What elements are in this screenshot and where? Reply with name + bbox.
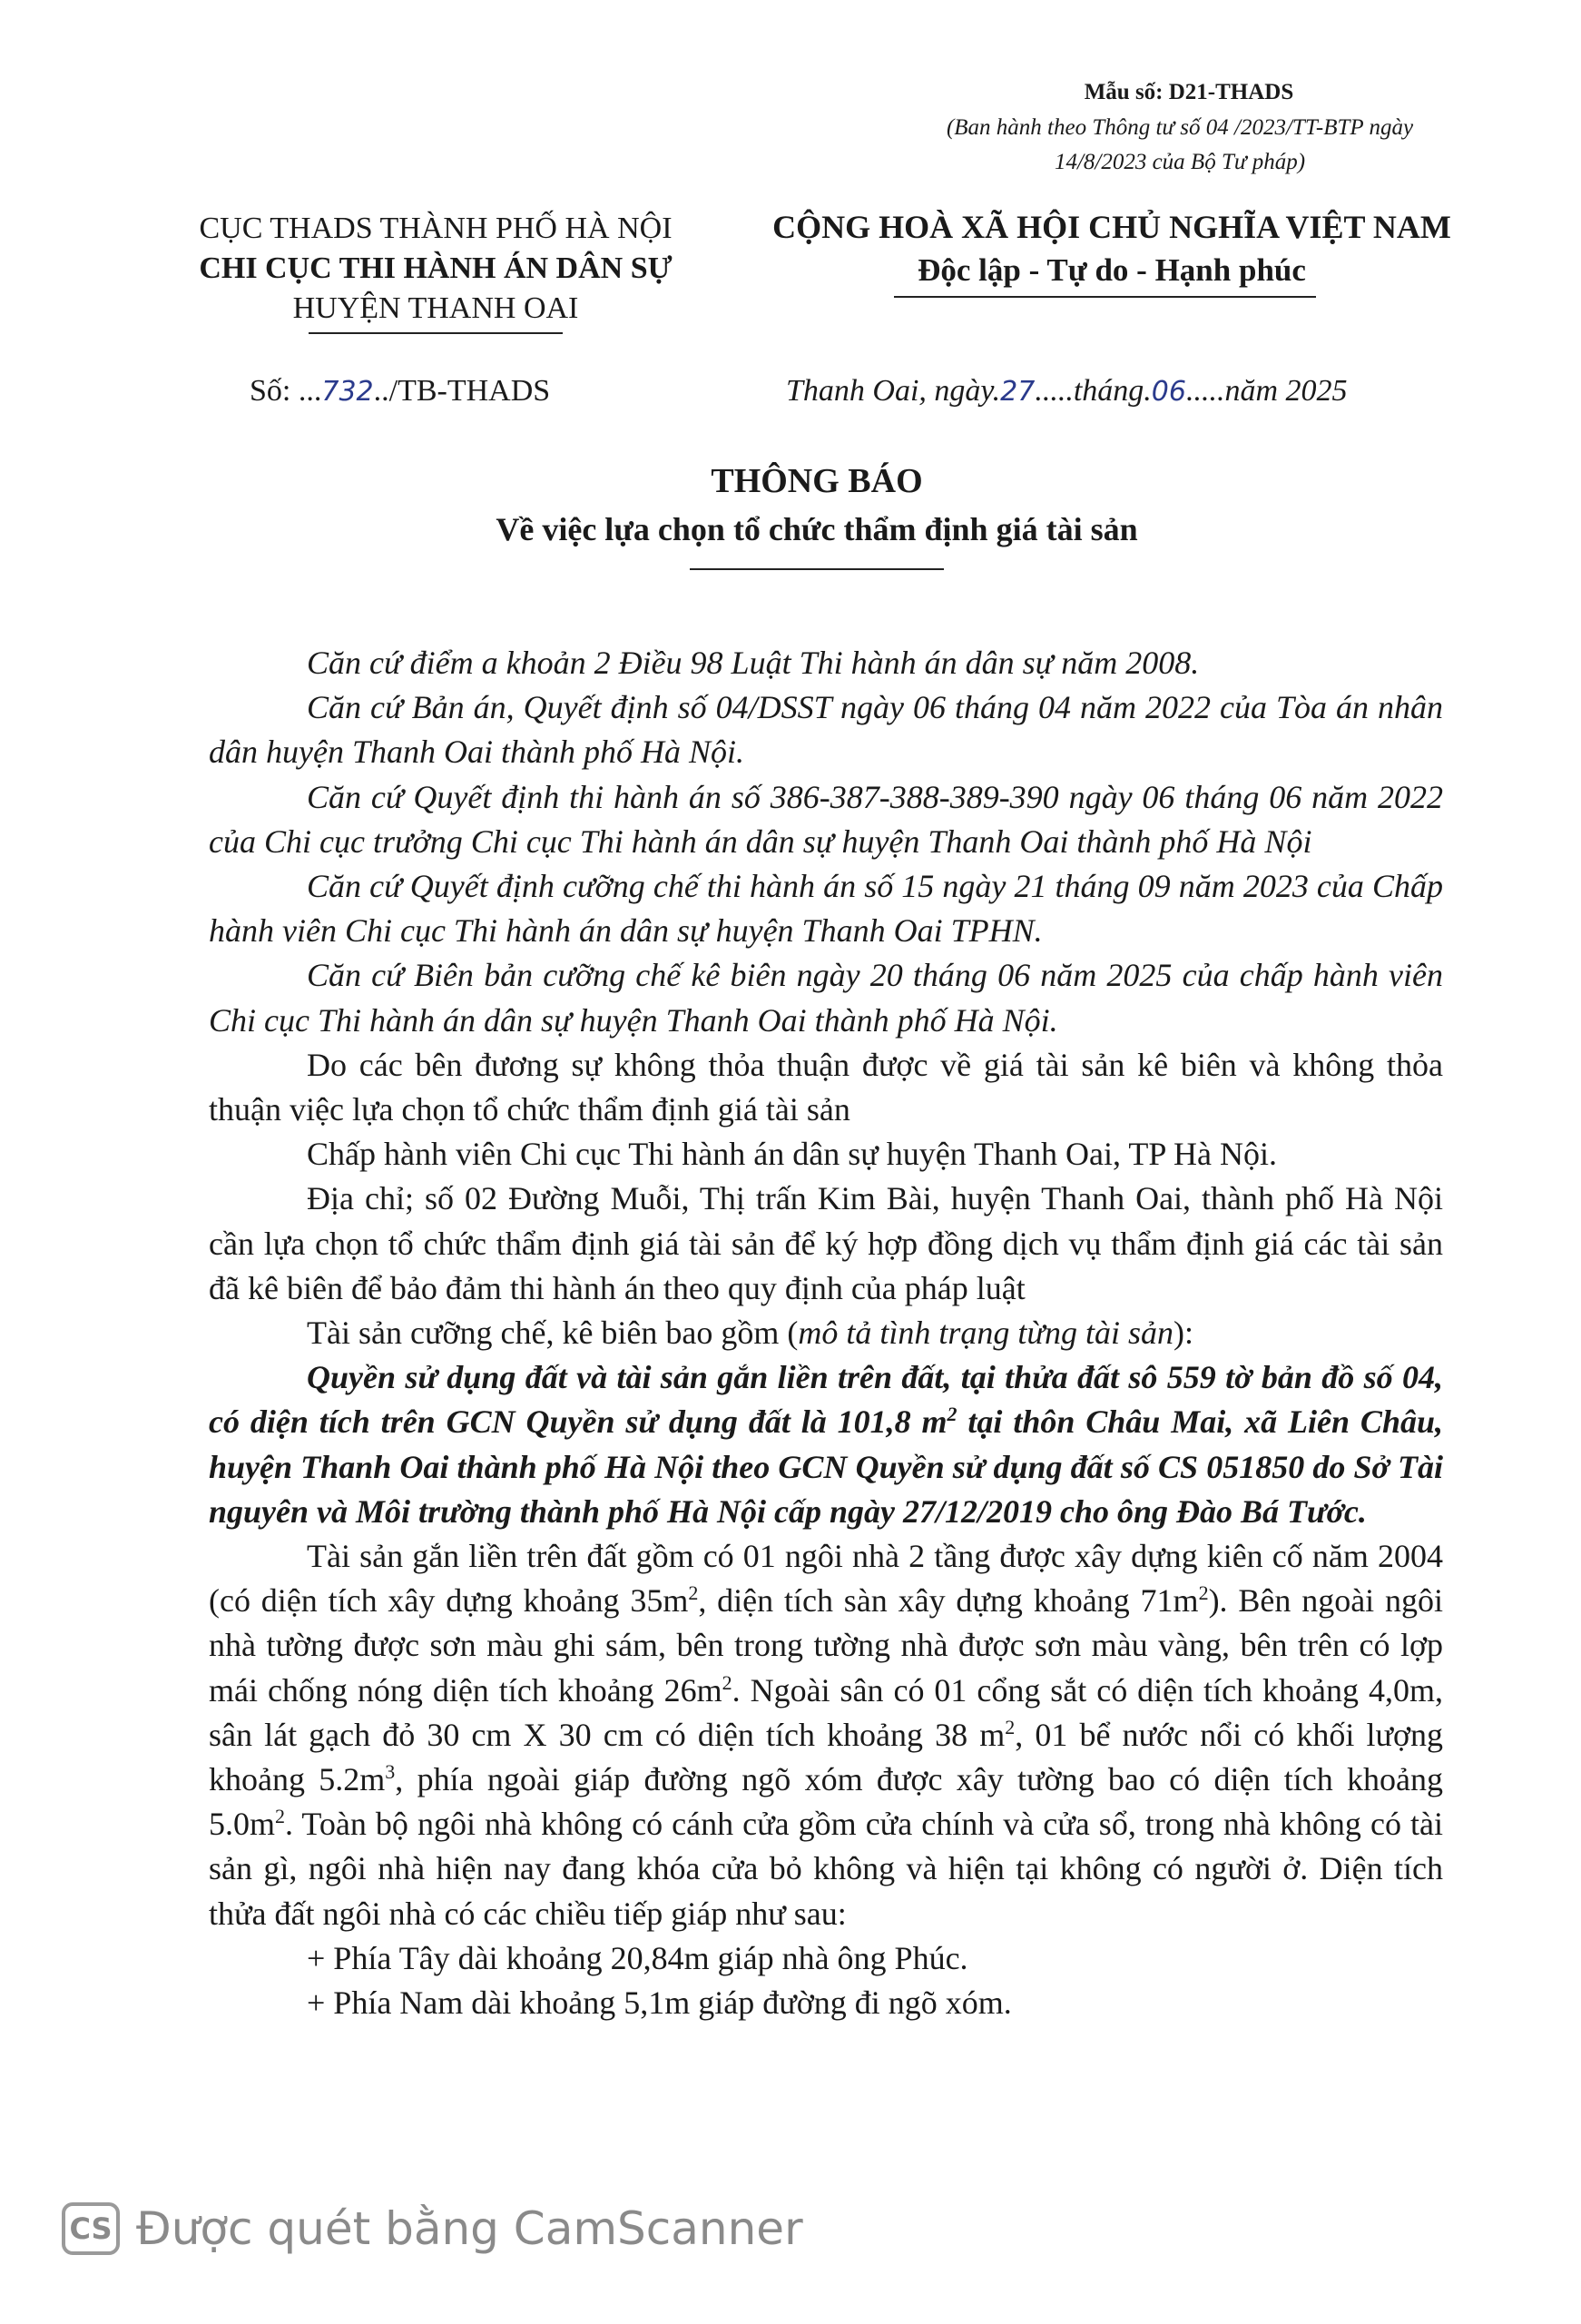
date-part-2: .....tháng. [1035,374,1152,408]
paragraph-legal-basis-3: Căn cứ Quyết định thi hành án số 386-387-388-389-390 ngày 06 tháng 06 năm 2022 của Chi cục trưởng Chi cục Thi hành án dân sự huyện Thanh Oai thành phố Hà Nội [209,778,1443,860]
paragraph-legal-basis-1: Căn cứ điểm a khoản 2 Điều 98 Luật Thi hành án dân sự năm 2008. [307,645,1200,681]
watermark-text: Được quét bằng CamScanner [136,2202,803,2255]
assets-text-a: Tài sản gắn liền trên đất gồm có 01 ngôi nhà 2 tầng được xây dựng kiên cố năm 2004 (có diện tích xây dựng khoảng 35m [209,1538,1443,1620]
superscript: 3 [385,1760,396,1784]
document-body [209,641,1443,2025]
document-subtitle: Về việc lựa chọn tổ chức thẩm định giá tài sản [496,511,1138,547]
camscanner-watermark [62,2197,803,2260]
document-title: THÔNG BÁO [711,462,923,500]
date-part-3: .....năm 2025 [1185,374,1348,408]
paragraph-assets-intro [209,1311,1443,1355]
assets-text-b: , diện tích sàn xây dựng khoảng 71m [698,1582,1199,1620]
national-name: CỘNG HOÀ XÃ HỘI CHỦ NGHĨA VIỆT NAM [772,209,1451,245]
paragraph-legal-basis-4: Căn cứ Quyết định cưỡng chế thi hành án số 15 ngày 21 tháng 09 năm 2023 của Chấp hành viên Chi cục Thi hành án dân sự huyện Thanh Oai TPHN. [209,868,1443,950]
form-issuance-note [817,111,1543,180]
superscript: 2 [1005,1715,1016,1738]
paragraph-officer: Chấp hành viên Chi cục Thi hành án dân sự huyện Thanh Oai, TP Hà Nội. [307,1136,1277,1173]
assets-text-f: , phía ngoài giáp đường ngõ xóm được xây tường bao có diện tích khoảng 5.0m [209,1761,1444,1843]
assets-intro-end: ): [1173,1315,1194,1352]
agency-line-1: CỤC THADS THÀNH PHỐ HÀ NỘI [199,212,673,245]
doc-number-handwritten: 732 [321,376,374,408]
issuing-agency [136,209,735,329]
land-right-text-1: Quyền sử dụng đất và tài sản gắn liền trên đất, tại thửa đất sô 559 tờ bản đồ số 04, có diện tích trên GCN Quyền sử dụng đất là 101,8 m [209,1359,1443,1441]
superscript: 2 [688,1581,699,1605]
form-code: Mẫu số: D21-THADS [1084,80,1294,104]
date-day: 27 [1000,376,1036,408]
paragraph-reason: Do các bên đương sự không thỏa thuận được về giá tài sản kê biên và không thỏa thuận việc lựa chọn tổ chức thẩm định giá tài sản [209,1046,1443,1128]
assets-text-e: , 01 bể nước nổi có khối lượng khoảng 5.2m [209,1716,1444,1798]
paragraph-address: Địa chỉ; số 02 Đường Muỗi, Thị trấn Kim Bài, huyện Thanh Oai, thành phố Hà Nội cần lựa chọn tổ chức thẩm định giá tài sản để ký hợp đồng dịch vụ thẩm định giá các tài sản đã kê biên để bảo đảm thi hành án theo quy định của pháp luật [209,1180,1443,1306]
agency-line-3: HUYỆN THANH OAI [292,291,579,325]
superscript: 2 [947,1403,957,1426]
assets-text-d: . Ngoài sân có 01 cổng sắt có diện tích khoảng 4,0m, sân lát gạch đỏ 30 cm X 30 cm có diện tích khoảng 38 m [209,1671,1443,1753]
date-part-1: Thanh Oai, ngày. [786,374,1001,408]
doc-number-suffix: ../TB-THADS [373,374,551,408]
form-note-line-1: (Ban hành theo Thông tư số 04 /2023/TT-BTP ngày [946,115,1414,140]
assets-intro-italic: mô tả tình trạng từng tài sản [798,1315,1174,1352]
motto-underline [894,296,1316,298]
form-note-line-2: 14/8/2023 của Bộ Tư pháp) [1054,150,1306,174]
assets-intro-text: Tài sản cưỡng chế, kê biên bao gồm ( [307,1315,799,1352]
national-header [717,205,1507,292]
paragraph-attached-assets [209,1534,1443,1936]
agency-line-2: CHI CỤC THI HÀNH ÁN DÂN SỰ [199,251,673,285]
assets-text-g: . Toàn bộ ngôi nhà không có cánh cửa gồm cửa chính và cửa sổ, trong nhà không có tài sản gì, ngôi nhà hiện nay đang khóa cửa bỏ không và hiện tại không có người ở. Diện tích thửa đất ngôi nhà có các chiều tiếp giáp như sau: [209,1806,1443,1932]
title-underline [690,568,944,570]
superscript: 2 [1198,1581,1209,1605]
doc-number-prefix: Số: ... [250,374,322,408]
assets-text-c: ). Bên ngoài ngôi nhà tường được sơn màu ghi sám, bên trong tường nhà được sơn màu vàng, bên trên có lợp mái chống nóng diện tích khoảng 26m [209,1582,1443,1709]
national-motto: Độc lập - Tự do - Hạnh phúc [918,252,1306,288]
document-date [786,374,1348,409]
list-item-south: + Phía Nam dài khoảng 5,1m giáp đường đi ngõ xóm. [307,1984,1012,2022]
camscanner-logo-icon: CS [62,2202,120,2255]
list-item-west: + Phía Tây dài khoảng 20,84m giáp nhà ông Phúc. [307,1939,968,1976]
paragraph-land-right [209,1355,1443,1534]
paragraph-legal-basis-5: Căn cứ Biên bản cưỡng chế kê biên ngày 20 tháng 06 năm 2025 của chấp hành viên Chi cục Thi hành án dân sự huyện Thanh Oai thành phố Hà Nội. [209,957,1443,1039]
superscript: 2 [722,1670,732,1694]
paragraph-legal-basis-2: Căn cứ Bản án, Quyết định số 04/DSST ngày 06 tháng 04 năm 2022 của Tòa án nhân dân huyện Thanh Oai thành phố Hà Nội. [209,689,1443,771]
agency-underline [309,332,563,334]
document-number [250,374,550,409]
superscript: 2 [275,1805,286,1828]
land-right-text-2: tại thôn Châu Mai, xã Liên Châu, huyện Thanh Oai thành phố Hà Nội theo GCN Quyền sử dụng đất số CS 051850 do Sở Tài nguyên và Môi trường thành phố Hà Nội cấp ngày 27/12/2019 cho ông Đào Bá Tước. [209,1403,1443,1530]
date-month: 06 [1151,376,1186,408]
